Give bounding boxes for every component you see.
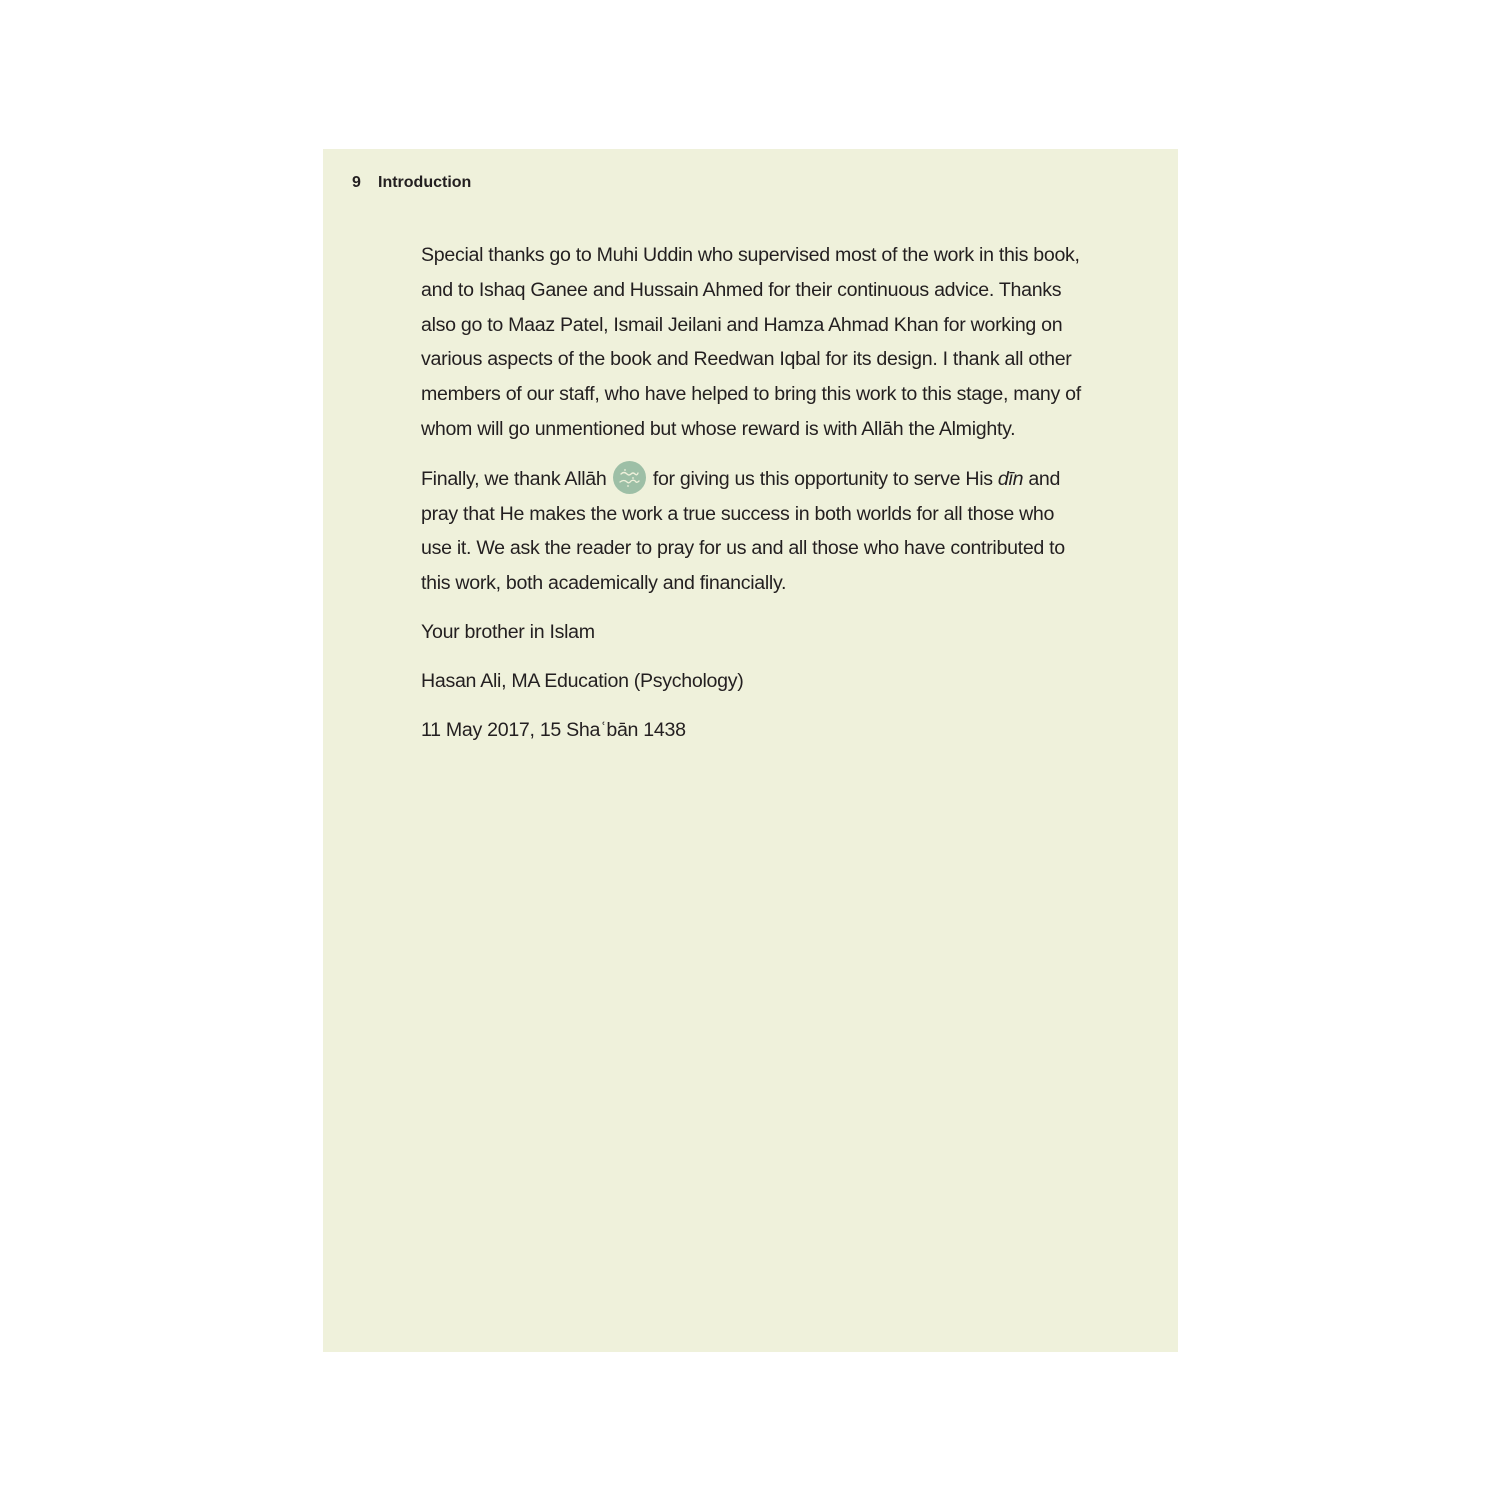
running-head <box>352 174 471 192</box>
page-number: 9 <box>352 174 361 191</box>
paragraph-finally-end: and pray that He makes the work a true success in both worlds for all those who use it. We ask the reader to pray for us and all those who have contributed to this work, both academically and financially. <box>421 467 1065 595</box>
paragraph-finally <box>421 461 1086 601</box>
paragraph-finally-start: Finally, we thank Allāh <box>421 467 607 490</box>
paragraph-thanks: Special thanks go to Muhi Uddin who supervised most of the work in this book, and to Ishaq Ganee and Hussain Ahmed for their continuous advice. Thanks also go to Maaz Patel, Ismail Jeilani and Hamza Ahmad Khan for working on various aspects of the book and Reedwan Iqbal for its design. I thank all other members of our staff, who have helped to bring this work to this stage, many of whom will go unmentioned but whose reward is with Allāh the Almighty. <box>421 244 1081 440</box>
honorific-icon <box>613 461 646 494</box>
word-din: dīn <box>997 467 1024 490</box>
section-title: Introduction <box>378 174 472 191</box>
body-text <box>421 238 1086 761</box>
paragraph-finally-middle: for giving us this opportunity to serve His <box>647 467 998 490</box>
date-line: 11 May 2017, 15 Shaʿbān 1438 <box>421 718 686 741</box>
book-page <box>323 149 1178 1352</box>
closing-line: Your brother in Islam <box>421 620 595 643</box>
signature-line: Hasan Ali, MA Education (Psychology) <box>421 669 744 692</box>
